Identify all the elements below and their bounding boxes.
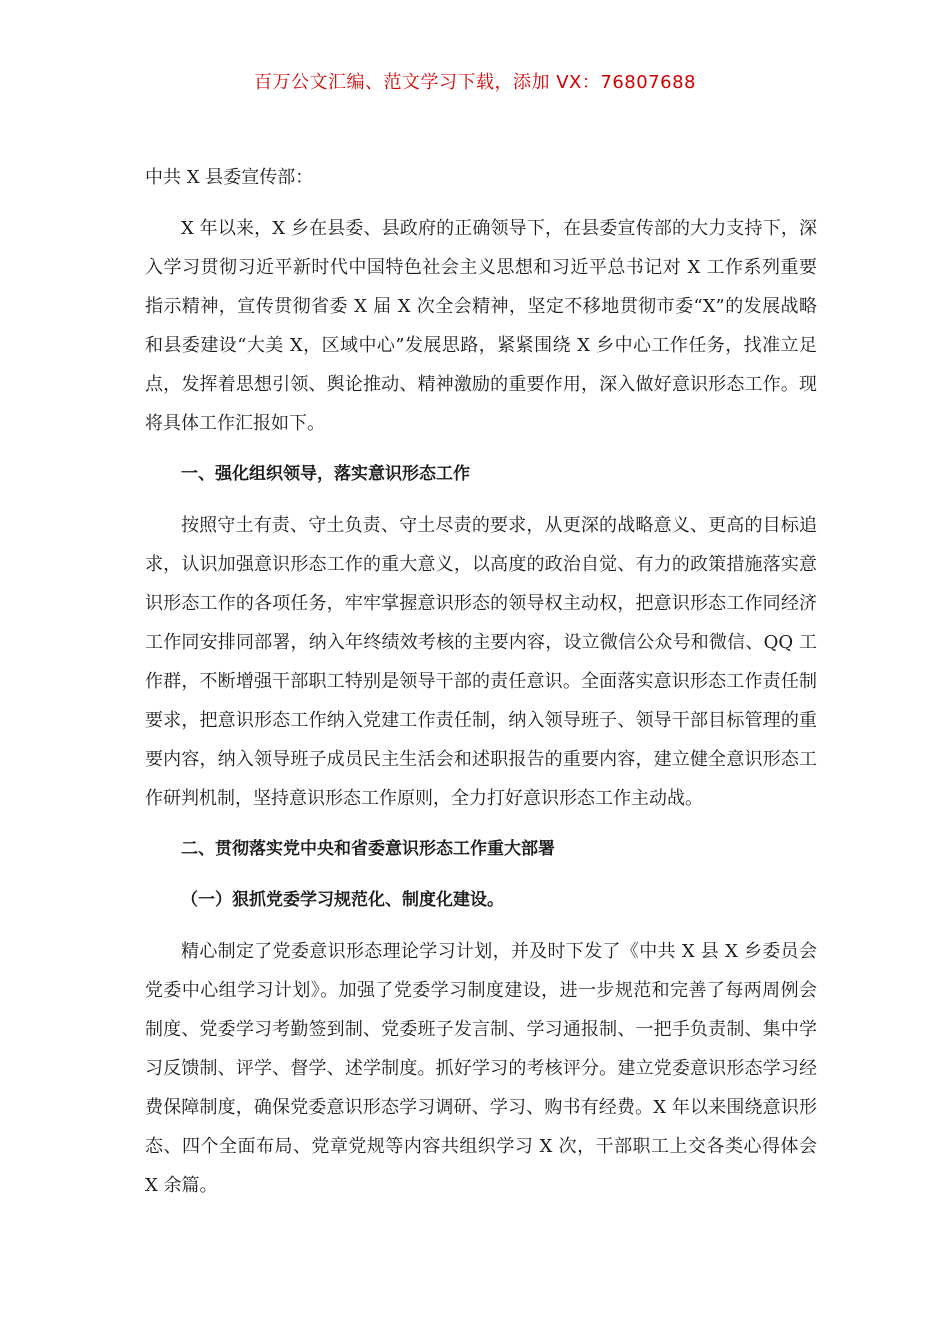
section-2-subheading-1: （一）狠抓党委学习规范化、制度化建设。 [181, 890, 504, 910]
section-2-heading: 二、贯彻落实党中央和省委意识形态工作重大部署 [181, 839, 555, 859]
document-body [145, 158, 817, 1217]
section-1-heading: 一、强化组织领导，落实意识形态工作 [181, 464, 470, 484]
section-1-paragraph: 按照守土有责、守土负责、守土尽责的要求，从更深的战略意义、更高的目标追求，认识加强意识形态工作的重大意义，以高度的政治自觉、有力的政策措施落实意识形态工作的各项任务，牢牢掌握意识形态的领导权主动权，把意识形态工作同经济工作同安排同部署，纳入年终绩效考核的主要内容，设立微信公众号和微信、QQ 工作群，不断增强干部职工特别是领导干部的责任意识。全面落实意识形态工作责任制要求，把意识形态工作纳入党建工作责任制，纳入领导班子、领导干部目标管理的重要内容，纳入领导班子成员民主生活会和述职报告的重要内容，建立健全意识形态工作研判机制，坚持意识形态工作原则，全力打好意识形态工作主动战。 [145, 515, 817, 809]
salutation: 中共 X 县委宣传部： [145, 167, 314, 188]
watermark-header: 百万公文汇编、范文学习下载，添加 VX：76807688 [254, 72, 696, 93]
intro-paragraph: X 年以来，X 乡在县委、县政府的正确领导下，在县委宣传部的大力支持下，深入学习贯彻习近平新时代中国特色社会主义思想和习近平总书记对 X 工作系列重要指示精神，宣传贯彻省委 X 届 X 次全会精神，坚定不移地贯彻市委“X”的发展战略和县委建设“大美 X，区域中心”发展思路，紧紧围绕 X 乡中心工作任务，找准立足点，发挥着思想引领、舆论推动、精神激励的重要作用，深入做好意识形态工作。现将具体工作汇报如下。 [145, 218, 817, 434]
section-2-sub-1-paragraph: 精心制定了党委意识形态理论学习计划，并及时下发了《中共 X 县 X 乡委员会党委中心组学习计划》。加强了党委学习制度建设，进一步规范和完善了每两周例会制度、党委学习考勤签到制、党委班子发言制、学习通报制、一把手负责制、集中学习反馈制、评学、督学、述学制度。抓好学习的考核评分。建立党委意识形态学习经费保障制度，确保党委意识形态学习调研、学习、购书有经费。X 年以来围绕意识形态、四个全面布局、党章党规等内容共组织学习 X 次，干部职工上交各类心得体会 X 余篇。 [145, 941, 817, 1196]
